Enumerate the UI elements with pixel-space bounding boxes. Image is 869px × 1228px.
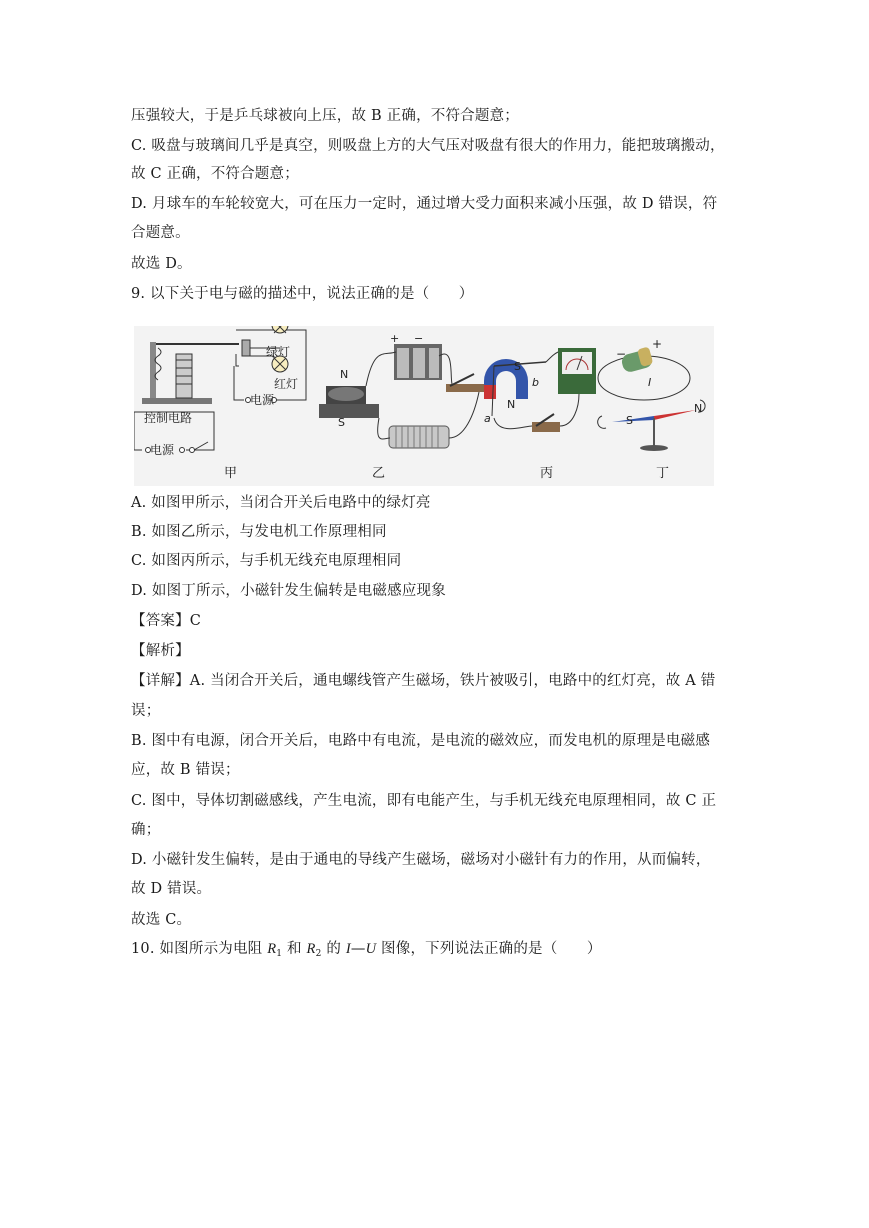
yi-minus-label: − xyxy=(414,332,424,345)
detail-a-line2: 误； xyxy=(131,703,161,719)
detail-a-line1: 【详解】A. 当闭合开关后，通电螺线管产生磁场，铁片被吸引，电路中的红灯亮，故 A 错 xyxy=(131,673,716,689)
control-circuit-label: 控制电路 xyxy=(144,411,193,425)
green-lamp-label: 绿灯 xyxy=(266,345,291,359)
circuit-diagrams xyxy=(134,326,714,486)
question-10-stem xyxy=(131,939,602,964)
red-lamp-label: 红灯 xyxy=(274,377,299,391)
yi-s-label: S xyxy=(338,416,345,429)
ding-plus-label: + xyxy=(652,337,663,351)
detail-b-line1: B. 图中有电源，闭合开关后，电路中有电流，是电流的磁效应，而发电机的原理是电磁感 xyxy=(131,733,711,749)
q10-of: 的 xyxy=(321,941,346,957)
answer: 【答案】C xyxy=(131,613,202,629)
ding-s-label: S xyxy=(626,414,633,427)
text-line: 故 C 正确，不符合题意； xyxy=(131,166,299,182)
conclusion: 故选 C。 xyxy=(131,912,192,928)
bing-b-label: b xyxy=(532,376,539,389)
text-line: 压强较大，于是乒乓球被向上压，故 B 正确，不符合题意； xyxy=(131,108,519,124)
figure-label-ding: 丁 xyxy=(656,466,670,481)
text-line: 合题意。 xyxy=(131,225,190,241)
resistor-symbol: R xyxy=(267,941,277,957)
q10-prefix: 10. 如图所示为电阻 xyxy=(131,941,268,957)
ding-minus-label: − xyxy=(616,347,627,361)
power-label: 电源 xyxy=(250,393,275,407)
detail-c-line1: C. 图中，导体切割磁感线，产生电流，即有电能产生，与手机无线充电原理相同，故 C 正 xyxy=(131,793,717,809)
q10-and: 和 xyxy=(282,941,307,957)
yi-n-label: N xyxy=(340,368,349,381)
current-symbol: I xyxy=(345,941,351,957)
resistor-symbol: R xyxy=(306,941,316,957)
question-9-figure xyxy=(134,326,714,486)
yi-plus-label: + xyxy=(390,332,400,345)
analysis-title: 【解析】 xyxy=(131,643,190,659)
voltage-symbol: U xyxy=(365,941,377,957)
detail-d-line1: D. 小磁针发生偏转，是由于通电的导线产生磁场，磁场对小磁针有力的作用，从而偏转， xyxy=(131,852,711,868)
power-label-2: 电源 xyxy=(150,443,175,457)
option-c: C. 如图丙所示，与手机无线充电原理相同 xyxy=(131,553,402,569)
q10-dash: — xyxy=(350,941,366,957)
option-d: D. 如图丁所示，小磁针发生偏转是电磁感应现象 xyxy=(131,583,446,599)
bing-a-label: a xyxy=(484,412,491,425)
option-a: A. 如图甲所示，当闭合开关后电路中的绿灯亮 xyxy=(131,495,431,511)
subscript-1: 1 xyxy=(276,949,283,959)
detail-c-line2: 确； xyxy=(131,822,161,838)
bing-s-label: S xyxy=(514,360,521,373)
text-line: D. 月球车的车轮较宽大，可在压力一定时，通过增大受力面积来减小压强，故 D 错误，符 xyxy=(131,196,718,212)
figure-label-jia: 甲 xyxy=(224,466,238,481)
subscript-2: 2 xyxy=(315,949,322,959)
text-line: 故选 D。 xyxy=(131,256,192,272)
text-line: C. 吸盘与玻璃间几乎是真空，则吸盘上方的大气压对吸盘有很大的作用力，能把玻璃搬动， xyxy=(131,138,725,154)
option-b: B. 如图乙所示，与发电机工作原理相同 xyxy=(131,524,387,540)
detail-d-line2: 故 D 错误。 xyxy=(131,881,212,897)
ding-current-label: I xyxy=(648,376,652,389)
q10-suffix: 图像，下列说法正确的是（ ） xyxy=(376,941,602,957)
figure-label-yi: 乙 xyxy=(372,466,386,481)
detail-b-line2: 应，故 B 错误； xyxy=(131,762,240,778)
question-9-stem: 9. 以下关于电与磁的描述中，说法正确的是（ ） xyxy=(131,286,474,302)
bing-n-label: N xyxy=(507,398,516,411)
ding-n-label: N xyxy=(694,402,703,415)
figure-label-bing: 丙 xyxy=(540,466,554,481)
